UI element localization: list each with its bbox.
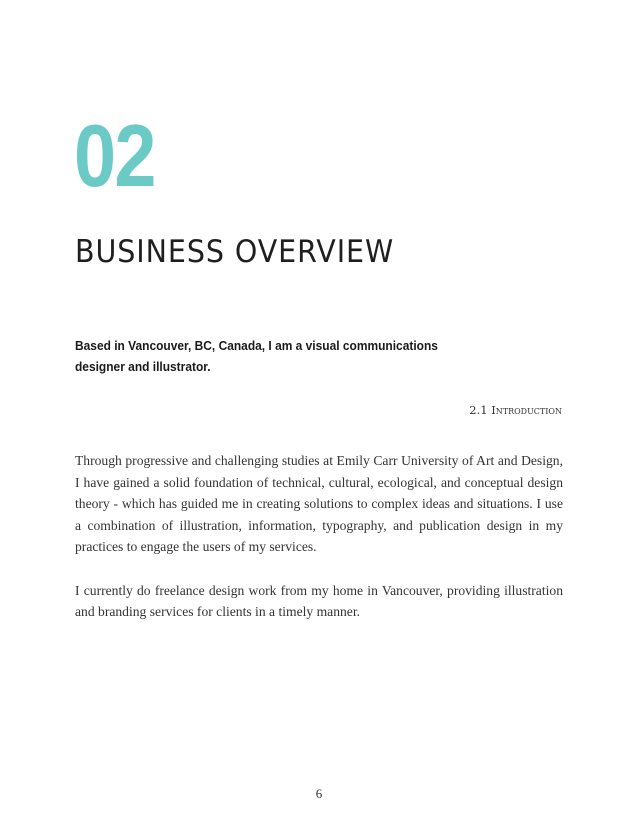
body-text [75,450,563,644]
page-number: 6 [315,786,323,801]
chapter-title: BUSINESS OVERVIEW [75,234,395,270]
chapter-number: 02 [74,106,155,205]
lead-statement: Based in Vancouver, BC, Canada, I am a visual communications designer and illustrator. [75,338,438,374]
section-heading: 2.1 Introduction [469,403,562,417]
body-paragraph: I currently do freelance design work from my home in Vancouver, providing illustration and branding services for clients in a timely manner. [75,582,563,620]
body-paragraph: Through progressive and challenging studies at Emily Carr University of Art and Design, I have gained a solid foundation of technical, cultural, ecological, and conceptual design theory - which has guided me in creating solutions to complex ideas and situations. I use a combination of illustration, information, typography, and publication design in my practices to engage the users of my services. [75,453,563,555]
